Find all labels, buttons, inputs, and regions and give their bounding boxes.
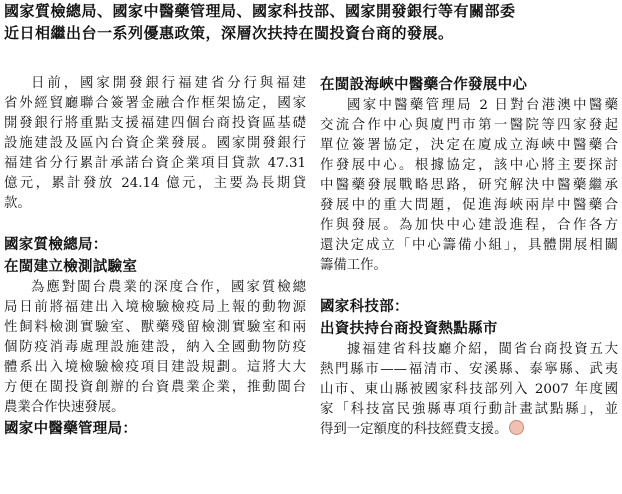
section-title: 在閩建立檢測試驗室 — [4, 258, 138, 275]
text-line: 款。 — [4, 196, 31, 211]
text-line: 還決定成立「中心籌備小組」，具體開展相關 — [320, 238, 618, 253]
text-line: 億元，累計發放 24.14 億元，主要為長期貸 — [4, 176, 306, 191]
section-title: 出資扶持台商投資熱點縣市 — [320, 320, 498, 337]
text-line: 開發銀行將重點支援福建四個台商投資區基礎 — [4, 116, 306, 131]
text-line: 設施建設及區內台資企業發展。國家開發銀行 — [4, 136, 306, 151]
text-line: 中醫藥發展戰略思路，研究解決中醫藥繼承 — [320, 178, 618, 193]
body-paragraph — [320, 340, 618, 440]
text-line: 作與發展。為加快中心建設進程，合作各方 — [320, 218, 618, 233]
lead-line: 近日相繼出台一系列優惠政策，深層次扶持在閩投資台商的發展。 — [4, 24, 454, 42]
left-column — [4, 64, 306, 440]
text-line: 性飼料檢測實驗室、獸藥殘留檢測實驗室和兩 — [4, 320, 306, 335]
text-line: 個防疫消毒處理設施建設，納入全國動物防疫 — [4, 340, 306, 355]
text-line: 福建省分行累計承諾台資企業項目貸款 47.31 — [4, 156, 306, 171]
text-line: 發展中的重大問題，促進海峽兩岸中醫藥合 — [320, 198, 618, 213]
right-column — [320, 64, 618, 440]
body-paragraph — [320, 96, 618, 276]
section-org-heading: 國家中醫藥管理局： — [4, 420, 138, 437]
section-org-heading: 國家科技部： — [320, 298, 409, 315]
text-line: 山市、東山縣被國家科技部列入 2007 年度國 — [320, 382, 618, 397]
text-line: 國家中醫藥管理局 2 日對台港澳中醫藥 — [347, 98, 618, 113]
section-title: 在閩設海峽中醫藥合作發展中心 — [320, 76, 528, 93]
text-line: 局日前將福建出入境檢驗檢疫局上報的動物源 — [4, 300, 306, 315]
lead-line: 國家質檢總局、國家中醫藥管理局、國家科技部、國家開發銀行等有關部委 — [4, 2, 516, 20]
section-org-heading: 國家質檢總局： — [4, 236, 108, 253]
text-line: 農業合作快速發展。 — [4, 400, 125, 415]
text-line-content: 得到一定額度的科技經費支援。 — [320, 422, 508, 437]
lead-paragraph — [4, 0, 618, 44]
decorative-stamp-icon — [509, 420, 524, 435]
text-line: 交流合作中心與廈門市第一醫院等四家發起 — [320, 118, 618, 133]
text-line: 籌備工作。 — [320, 258, 387, 273]
body-paragraph — [4, 278, 306, 418]
text-line: 家「科技富民強縣專項行動計畫試點縣」，並 — [320, 402, 618, 417]
text-line: 熱門縣市——福清市、安溪縣、泰寧縣、武夷 — [320, 362, 618, 377]
text-line: 省外經貿廳聯合簽署金融合作框架協定，國家 — [4, 96, 306, 111]
text-line: 日前，國家開發銀行福建省分行與福建 — [31, 76, 306, 91]
text-line: 體系出入境檢驗檢疫項目建設規劃。這將大大 — [4, 360, 306, 375]
text-line: 作發展中心。根據協定，該中心將主要探討 — [320, 158, 618, 173]
body-paragraph — [4, 74, 306, 214]
text-line: 為應對閩台農業的深度合作，國家質檢總 — [31, 280, 306, 295]
text-line: 據福建省科技廳介紹，閩省台商投資五大 — [347, 342, 618, 357]
text-line: 單位簽署協定，決定在廈成立海峽中醫藥合 — [320, 138, 618, 153]
text-line: 方便在閩投資創辦的台資農業企業，推動閩台 — [4, 380, 306, 395]
text-line — [320, 420, 618, 440]
